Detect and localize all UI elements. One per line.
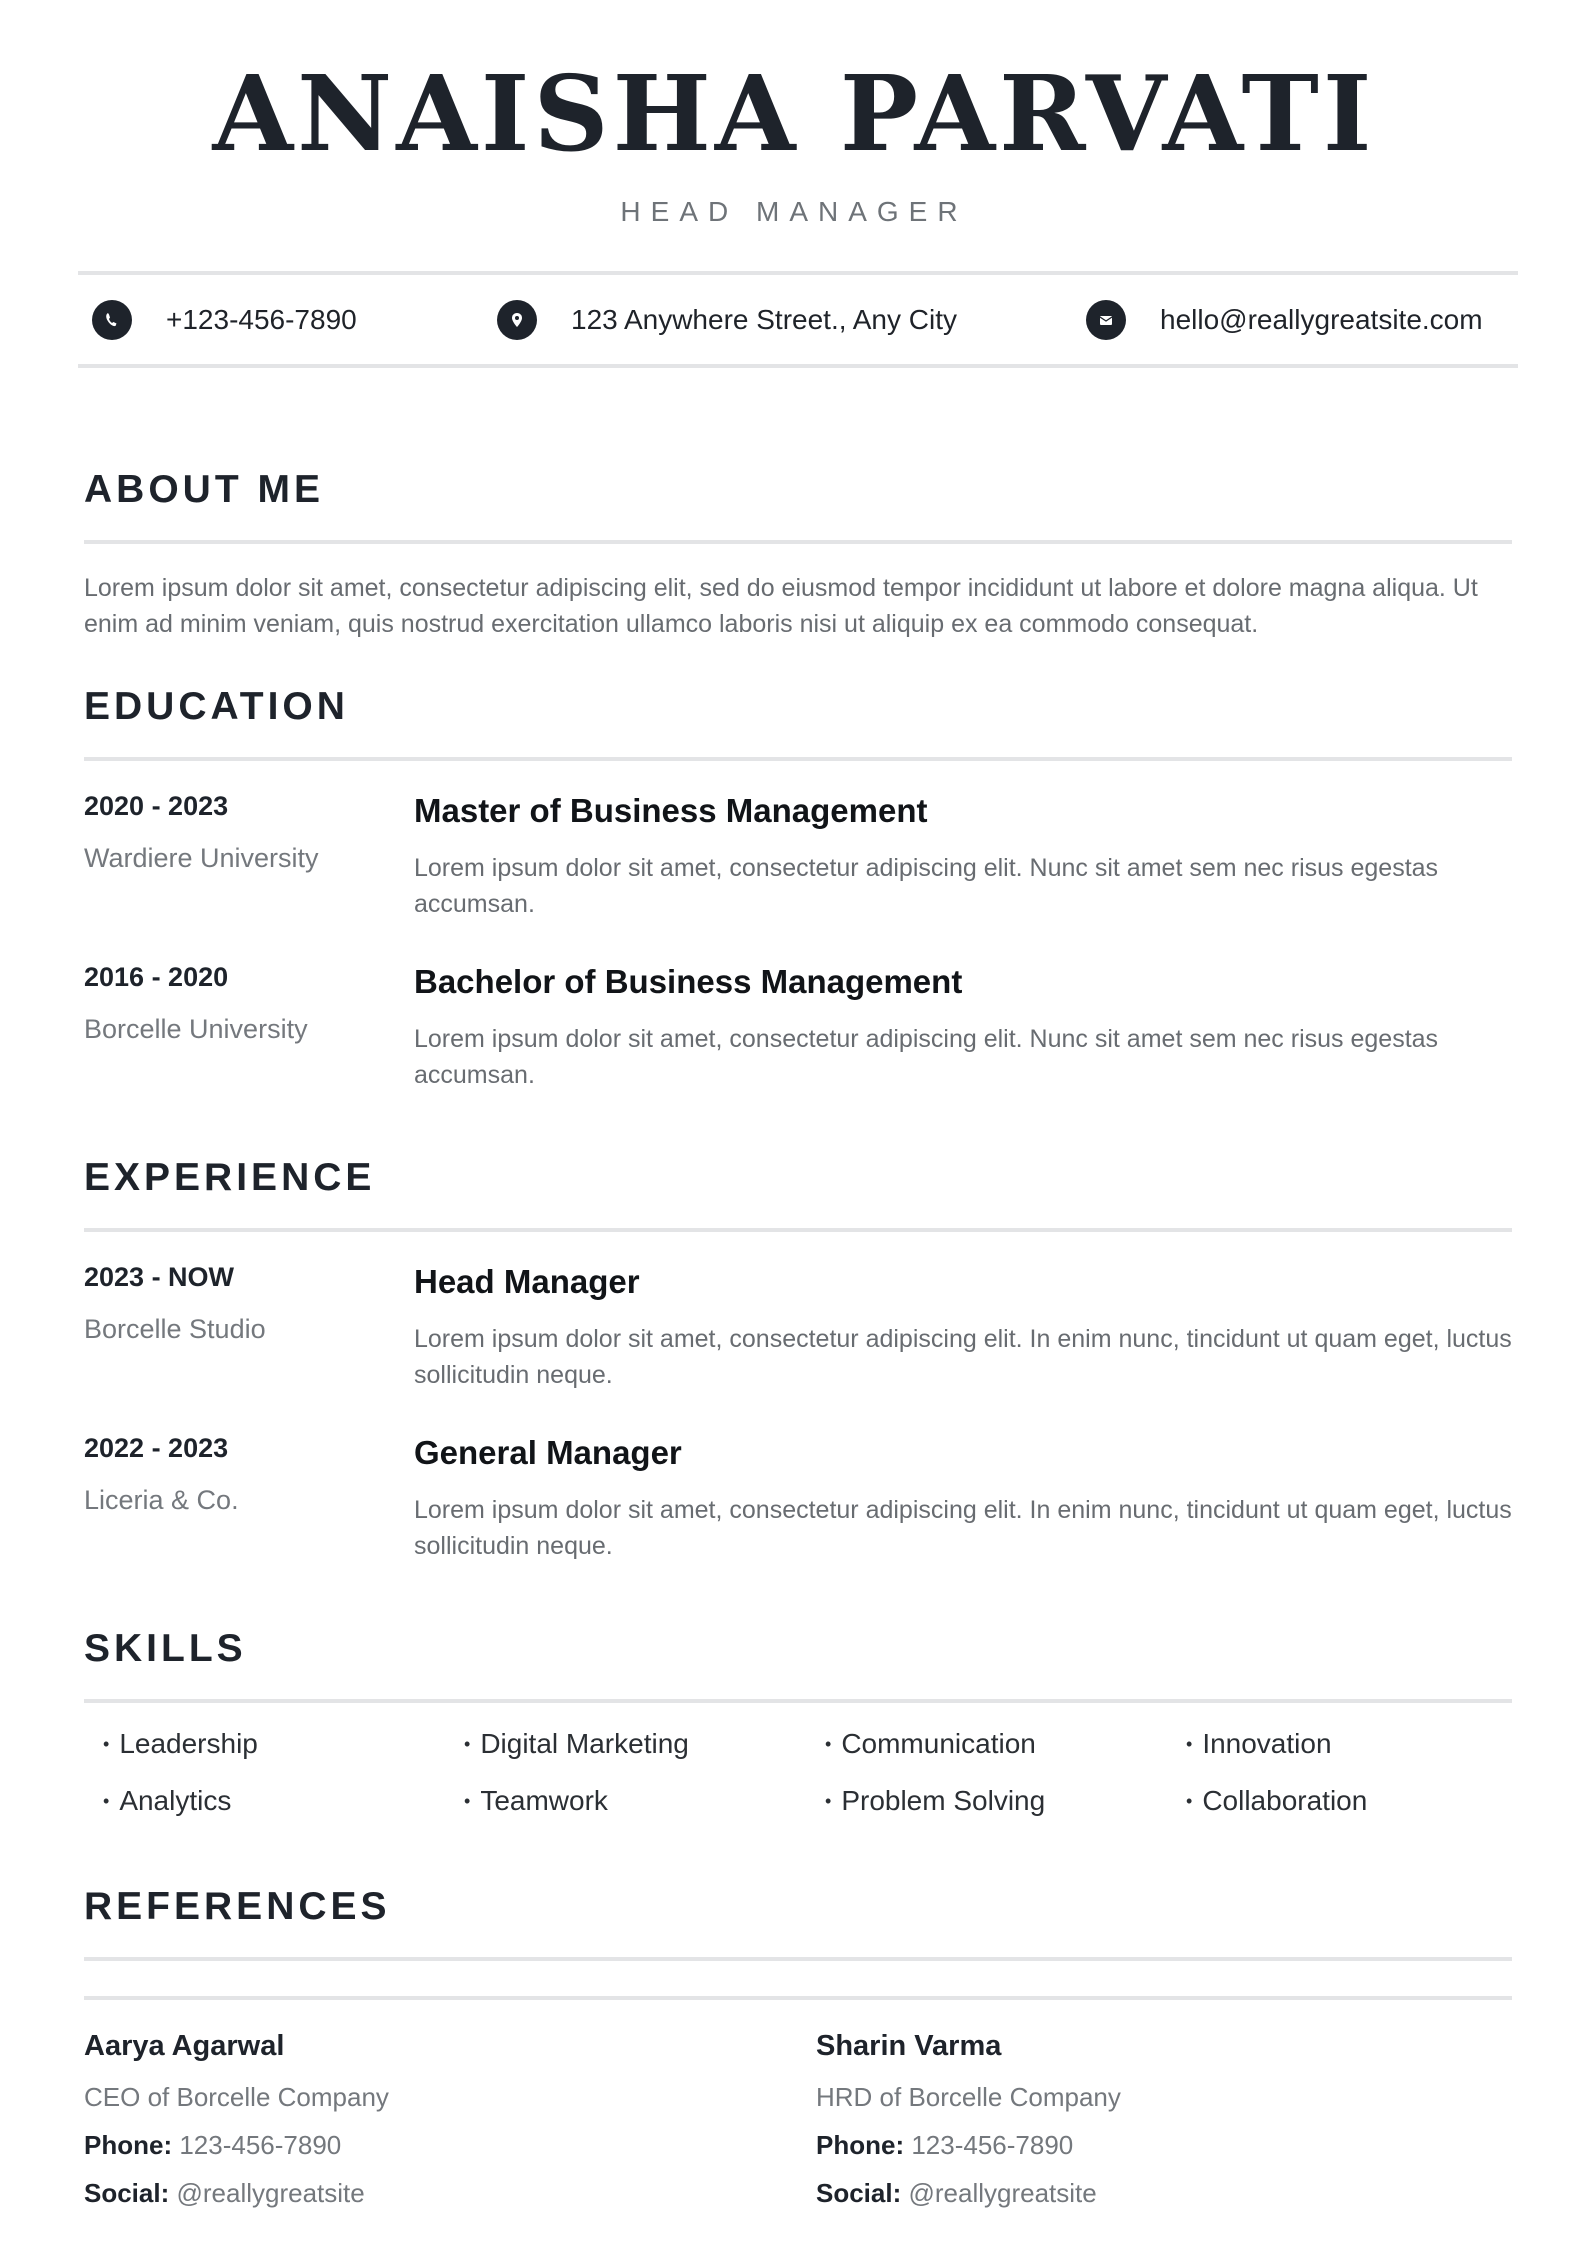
- bullet-icon: •: [825, 1790, 832, 1811]
- bullet-icon: •: [464, 1790, 471, 1811]
- reference-social: Social: @reallygreatsite: [816, 2178, 1097, 2208]
- experience-years: 2022 - 2023: [84, 1433, 229, 1463]
- bullet-icon: •: [825, 1733, 832, 1754]
- skill-item: • Teamwork: [464, 1785, 608, 1816]
- education-degree: Master of Business Management: [414, 792, 928, 829]
- skills-divider: [84, 1699, 1512, 1703]
- reference-name: Aarya Agarwal: [84, 2030, 285, 2062]
- experience-description: Lorem ipsum dolor sit amet, consectetur adipiscing elit. In enim nunc, tincidunt ut quam eget, luctus sollicitudin neque.: [414, 1496, 1512, 1560]
- skill-item: • Analytics: [103, 1785, 232, 1816]
- location-icon: [497, 300, 537, 340]
- experience-company: Borcelle Studio: [84, 1314, 266, 1344]
- resume-job-title: HEAD MANAGER: [620, 196, 968, 227]
- education-school: Borcelle University: [84, 1014, 308, 1044]
- skill-item: • Collaboration: [1186, 1785, 1368, 1816]
- bullet-icon: •: [103, 1733, 110, 1754]
- reference-position: CEO of Borcelle Company: [84, 2082, 389, 2112]
- education-school: Wardiere University: [84, 843, 319, 873]
- references-heading: REFERENCES: [84, 1885, 391, 1928]
- phone-icon: [92, 300, 132, 340]
- experience-heading: EXPERIENCE: [84, 1156, 376, 1199]
- about-divider: [84, 540, 1512, 544]
- skill-item: • Digital Marketing: [464, 1728, 689, 1759]
- experience-description: Lorem ipsum dolor sit amet, consectetur adipiscing elit. In enim nunc, tincidunt ut quam eget, luctus sollicitudin neque.: [414, 1325, 1512, 1389]
- contact-address: [497, 276, 957, 364]
- skill-item: • Problem Solving: [825, 1785, 1046, 1816]
- contact-top-divider: [78, 271, 1518, 275]
- bullet-icon: •: [103, 1790, 110, 1811]
- education-description: Lorem ipsum dolor sit amet, consectetur adipiscing elit. Nunc sit amet sem nec risus egestas accumsan.: [414, 1025, 1439, 1089]
- reference-phone: Phone: 123-456-7890: [816, 2130, 1074, 2160]
- contact-phone-text[interactable]: +123-456-7890: [166, 304, 357, 335]
- skills-heading: SKILLS: [84, 1627, 247, 1670]
- contact-bar: [78, 276, 1518, 364]
- reference-name: Sharin Varma: [816, 2030, 1002, 2062]
- about-text: Lorem ipsum dolor sit amet, consectetur adipiscing elit, sed do eiusmod tempor incididunt ut labore et dolore magna aliqua. Ut enim ad minim veniam, quis nostrud exercitation ullamco laboris nisi ut aliquip ex ea commodo consequat.: [84, 574, 1478, 638]
- reference-position: HRD of Borcelle Company: [816, 2082, 1121, 2112]
- reference-social: Social: @reallygreatsite: [84, 2178, 365, 2208]
- experience-company: Liceria & Co.: [84, 1485, 239, 1515]
- bullet-icon: •: [1186, 1790, 1193, 1811]
- bullet-icon: •: [464, 1733, 471, 1754]
- experience-years: 2023 - NOW: [84, 1262, 235, 1292]
- reference-phone: Phone: 123-456-7890: [84, 2130, 342, 2160]
- contact-email-text[interactable]: hello@reallygreatsite.com: [1160, 304, 1483, 335]
- education-divider: [84, 757, 1512, 761]
- skill-item: • Leadership: [103, 1728, 258, 1759]
- experience-role: Head Manager: [414, 1263, 640, 1300]
- education-years: 2016 - 2020: [84, 962, 229, 992]
- references-divider-secondary: [84, 1996, 1512, 2000]
- contact-phone: [92, 276, 357, 364]
- education-degree: Bachelor of Business Management: [414, 963, 963, 1000]
- education-years: 2020 - 2023: [84, 791, 229, 821]
- skill-item: • Innovation: [1186, 1728, 1332, 1759]
- experience-role: General Manager: [414, 1434, 682, 1471]
- education-description: Lorem ipsum dolor sit amet, consectetur adipiscing elit. Nunc sit amet sem nec risus egestas accumsan.: [414, 854, 1439, 918]
- experience-divider: [84, 1228, 1512, 1232]
- bullet-icon: •: [1186, 1733, 1193, 1754]
- resume-name: ANAISHA PARVATI: [212, 52, 1376, 175]
- contact-email: [1086, 276, 1483, 364]
- email-icon: [1086, 300, 1126, 340]
- references-divider: [84, 1957, 1512, 1961]
- contact-bottom-divider: [78, 364, 1518, 368]
- skill-item: • Communication: [825, 1728, 1036, 1759]
- education-heading: EDUCATION: [84, 685, 349, 728]
- about-heading: ABOUT ME: [84, 468, 324, 511]
- contact-address-text: 123 Anywhere Street., Any City: [571, 304, 957, 335]
